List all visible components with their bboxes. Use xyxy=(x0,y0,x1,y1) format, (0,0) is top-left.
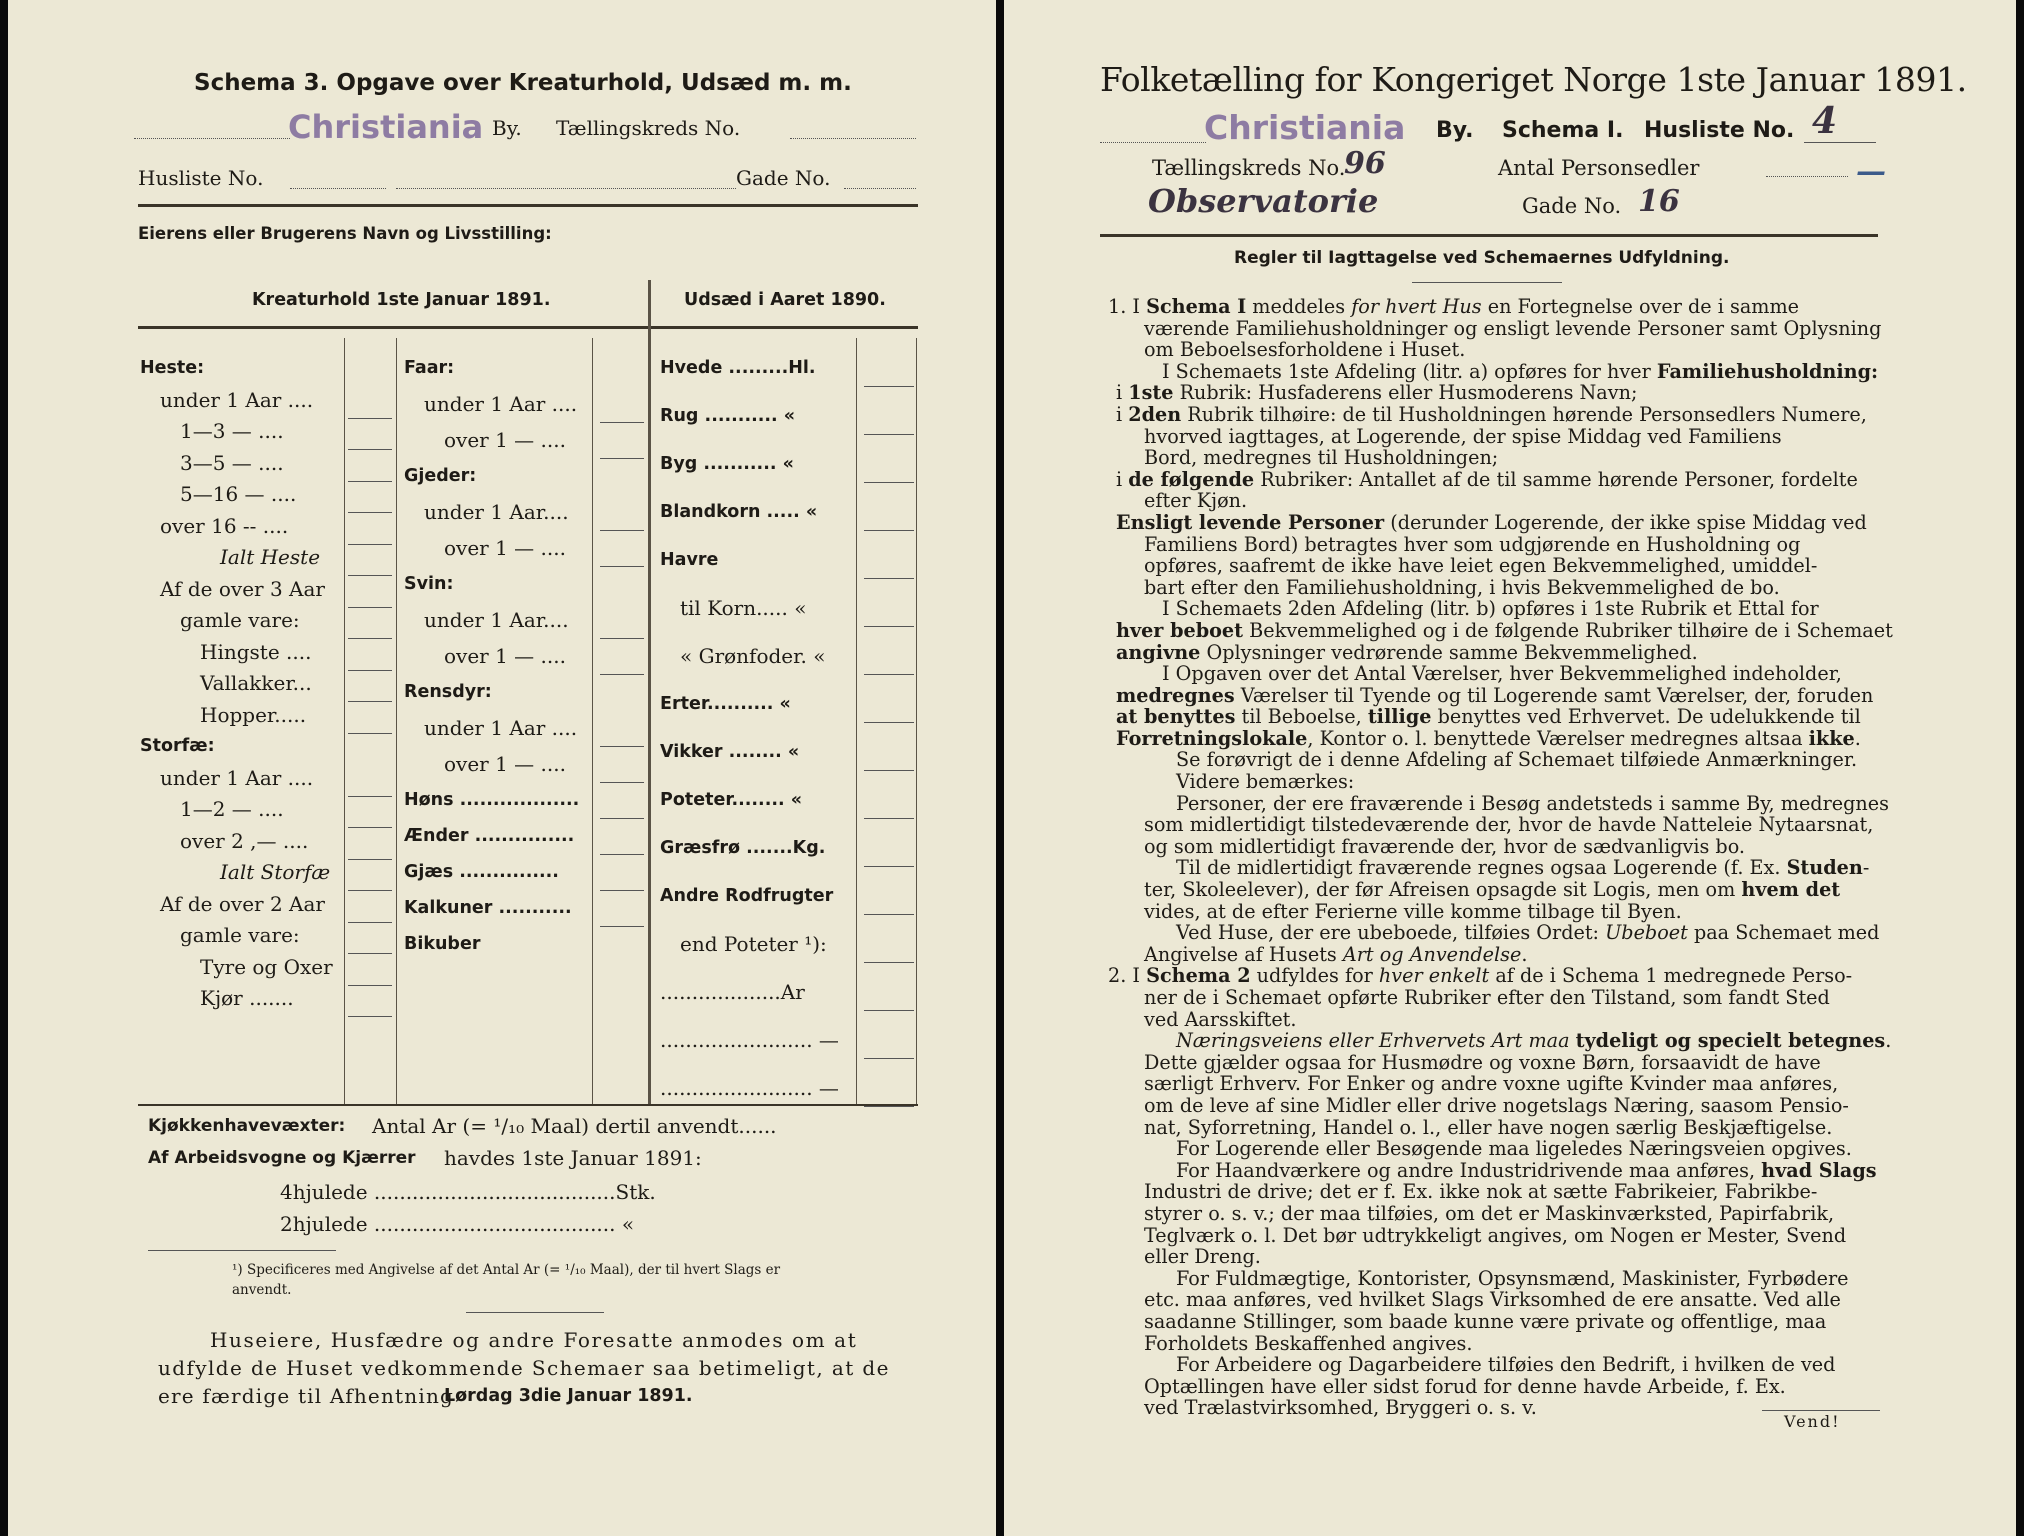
footnote: ¹) Specificeres med Angivelse af det Antal Ar (= ¹/₁₀ Maal), der til hvert Slags er xyxy=(232,1262,781,1278)
entry-line[interactable] xyxy=(864,1010,914,1011)
by-label: By. xyxy=(492,116,522,140)
c2-row-label: Rensdyr: xyxy=(404,682,492,702)
c2-row-label: under 1 Aar.... xyxy=(424,500,569,524)
rules-line: eller Dreng. xyxy=(1144,1245,1261,1269)
c2-row-label: Gjæs ............... xyxy=(404,862,559,882)
c3-row-label: ...................Ar xyxy=(660,980,805,1004)
rules-line: Optællingen have eller sidst forud for denne havde Arbeide, f. Ex. xyxy=(1144,1374,1786,1398)
rules-line: Ved Huse, der ere ubeboede, tilføies Ordet: Ubeboet paa Schemaet med xyxy=(1176,921,1880,945)
rules-line: I Schemaets 2den Afdeling (litr. b) opføres i 1ste Rubrik et Ettal for xyxy=(1162,597,1819,621)
rules-line: Personer, der ere fraværende i Besøg andetsteds i samme By, medregnes xyxy=(1176,791,1889,815)
c1-row-label: Kjør ....... xyxy=(200,986,294,1010)
rules-line: om de leve af sine Midler eller drive nogetslags Næring, saasom Pensio- xyxy=(1144,1093,1849,1117)
rules-line: Ensligt levende Personer (derunder Logerende, der ikke spise Middag ved xyxy=(1116,510,1867,534)
entry-line[interactable] xyxy=(864,1058,914,1059)
husliste-label: Husliste No. xyxy=(138,166,264,190)
entry-line[interactable] xyxy=(600,854,644,855)
husliste-value: 4 xyxy=(1812,100,1838,142)
entry-line[interactable] xyxy=(348,512,392,513)
c2-row-label: over 1 — .... xyxy=(444,644,566,668)
rules-line: I Schemaets 1ste Afdeling (litr. a) opføres for hver Familiehusholdning: xyxy=(1162,359,1879,383)
entry-line[interactable] xyxy=(348,1016,392,1017)
rules-line: For Logerende eller Besøgende maa ligeledes Næringsveien opgives. xyxy=(1176,1137,1852,1161)
arbeid-label: Af Arbeidsvogne og Kjærrer xyxy=(148,1148,416,1168)
entry-line[interactable] xyxy=(348,733,392,734)
udsaed-heading: Udsæd i Aaret 1890. xyxy=(684,290,886,310)
c2-row-label: Gjeder: xyxy=(404,466,477,486)
c3-row-label: Andre Rodfrugter xyxy=(660,886,834,906)
entry-line[interactable] xyxy=(600,566,644,567)
c1-row-label: Ialt Storfæ xyxy=(220,860,331,884)
entry-line[interactable] xyxy=(348,953,392,954)
kreds-value: 96 xyxy=(1344,146,1386,181)
entry-line[interactable] xyxy=(864,818,914,819)
entry-line[interactable] xyxy=(600,458,644,459)
entry-line[interactable] xyxy=(864,1106,914,1107)
rules-line: værende Familiehusholdninger og ensligt levende Personer samt Oplysning xyxy=(1144,316,1882,340)
c1-row-label: under 1 Aar .... xyxy=(160,765,314,790)
right-page xyxy=(1004,0,2016,1536)
kjokken-text: Antal Ar (= ¹/₁₀ Maal) dertil anvendt...... xyxy=(372,1114,777,1138)
c2-row-label: under 1 Aar.... xyxy=(424,608,569,632)
entry-line[interactable] xyxy=(348,670,392,671)
c3-row-label: Rug ........... « xyxy=(660,406,796,426)
gade-label: Gade No. xyxy=(1522,194,1622,218)
entry-line[interactable] xyxy=(600,746,644,747)
kreds-label: Tællingskreds No. xyxy=(556,116,741,140)
rules-line: i de følgende Rubriker: Antallet af de til samme hørende Personer, fordelte xyxy=(1116,467,1858,491)
census-title: Folketælling for Kongeriget Norge 1ste Januar 1891. xyxy=(1100,60,1967,99)
rules-line: Til de midlertidigt fraværende regnes ogsaa Logerende (f. Ex. Studen- xyxy=(1176,856,1870,880)
rules-line: i 2den Rubrik tilhøire: de til Husholdningen hørende Personsedlers Numere, xyxy=(1116,402,1867,426)
vend-label: Vend! xyxy=(1784,1412,1841,1431)
c2-row-label: under 1 Aar .... xyxy=(424,392,578,416)
rules-line: bart efter den Familiehusholdning, i hvis Bekvemmelighed de bo. xyxy=(1144,575,1780,599)
entry-line[interactable] xyxy=(864,722,914,723)
entry-line[interactable] xyxy=(348,607,392,608)
rules-line: ved Aarsskiftet. xyxy=(1144,1007,1297,1031)
entry-line[interactable] xyxy=(600,818,644,819)
c1-row-label: Af de over 2 Aar xyxy=(160,891,325,916)
rules-line: vides, at de efter Ferierne ville komme tilbage til Byen. xyxy=(1144,899,1682,923)
rules-line: I Opgaven over det Antal Værelser, hver Bekvemmelighed indeholder, xyxy=(1162,662,1842,686)
c1-row-label: Tyre og Oxer xyxy=(200,954,333,979)
entry-line[interactable] xyxy=(864,962,914,963)
husliste-label: Husliste No. xyxy=(1644,118,1795,143)
c2-row-label: Høns .................. xyxy=(404,790,580,810)
rules-line: Næringsveiens eller Erhvervets Art maa tydeligt og specielt betegnes. xyxy=(1176,1029,1892,1053)
entry-line[interactable] xyxy=(864,626,914,627)
notice-line-3b: Lørdag 3die Januar 1891. xyxy=(444,1386,693,1406)
entry-line[interactable] xyxy=(348,638,392,639)
entry-line[interactable] xyxy=(600,674,644,675)
rules-line: saadanne Stillinger, som baade kunne være private og offentlige, maa xyxy=(1144,1309,1827,1333)
c2-row-label: over 1 — .... xyxy=(444,428,566,452)
right-by-label: By. xyxy=(1436,118,1474,143)
entry-line[interactable] xyxy=(864,914,914,915)
entry-line[interactable] xyxy=(348,922,392,923)
entry-line[interactable] xyxy=(348,481,392,482)
c1-row-label: Hingste .... xyxy=(200,639,312,664)
c1-row-label: gamle vare: xyxy=(180,923,300,947)
arbeid-text: havdes 1ste Januar 1891: xyxy=(444,1146,702,1170)
rules-line: For Arbeidere og Dagarbeidere tilføies den Bedrift, i hvilken de ved xyxy=(1176,1353,1836,1377)
c3-row-label: Byg ........... « xyxy=(660,454,794,474)
c1-row-label: over 2 ,— .... xyxy=(180,828,309,853)
c3-row-label: Poteter........ « xyxy=(660,790,803,810)
c3-row-label: Havre xyxy=(660,550,719,570)
c2-row-label: Kalkuner ........... xyxy=(404,898,572,918)
rules-line: nat, Syforretning, Handel o. l., eller have nogen særlig Beskjæftigelse. xyxy=(1144,1115,1833,1139)
antal-label: Antal Personsedler xyxy=(1498,156,1700,180)
c3-row-label: til Korn..... « xyxy=(680,596,807,620)
entry-line[interactable] xyxy=(864,530,914,531)
rules-line: om Beboelsesforholdene i Huset. xyxy=(1144,338,1466,362)
rules-line: For Fuldmægtige, Kontorister, Opsynsmænd, Maskinister, Fyrbødere xyxy=(1176,1266,1849,1290)
c3-row-label: « Grønfoder. « xyxy=(680,644,826,668)
rules-line: Forretningslokale, Kontor o. l. benyttede Værelser medregnes altsaa ikke. xyxy=(1116,726,1861,750)
rules-line: ter, Skoleelever), der før Afreisen opsagde sit Logis, men om hvem det xyxy=(1144,878,1841,902)
rules-line: hvorved iagttages, at Logerende, der spise Middag ved Familiens xyxy=(1144,424,1782,448)
rules-heading: Regler til Iagttagelse ved Schemaernes Udfyldning. xyxy=(1234,248,1730,268)
c1-row-label: Heste: xyxy=(140,358,205,378)
entry-line[interactable] xyxy=(600,890,644,891)
c3-row-label: end Poteter ¹): xyxy=(680,932,827,956)
c3-row-label: ........................ — xyxy=(660,1028,839,1052)
rules-line: Familiens Bord) betragtes hver som udgjørende en Husholdning og xyxy=(1144,532,1801,556)
c2-row-label: Svin: xyxy=(404,574,454,594)
rules-line: i 1ste Rubrik: Husfaderens eller Husmoderens Navn; xyxy=(1116,381,1638,405)
c1-row-label: 3—5 — .... xyxy=(180,450,284,475)
rules-line: etc. maa anføres, ved hvilket Slags Virksomhed de ere ansatte. Ved alle xyxy=(1144,1288,1841,1312)
c1-row-label: 5—16 — .... xyxy=(180,482,297,506)
rules-line: medregnes Værelser til Tyende og til Logerende samt Værelser, der, foruden xyxy=(1116,683,1874,707)
entry-line[interactable] xyxy=(864,434,914,435)
rules-line: Teglværk o. l. Det bør udtrykkeligt angives, om Nogen er Mester, Svend xyxy=(1144,1223,1847,1247)
footnote-cont: anvendt. xyxy=(232,1282,292,1298)
entry-line[interactable] xyxy=(348,701,392,702)
entry-line[interactable] xyxy=(348,827,392,828)
entry-line[interactable] xyxy=(600,782,644,783)
rules-line: angivne Oplysninger vedrørende samme Bekvemmelighed. xyxy=(1116,640,1698,664)
rules-line: Dette gjælder ogsaa for Husmødre og voxne Børn, forsaavidt de have xyxy=(1144,1050,1821,1074)
c1-row-label: Ialt Heste xyxy=(220,545,321,569)
entry-line[interactable] xyxy=(864,482,914,483)
rules-line: Bord, medregnes til Husholdningen; xyxy=(1144,446,1499,470)
c1-row-label: gamle vare: xyxy=(180,608,300,632)
rules-line: ved Trælastvirksomhed, Bryggeri o. s. v. xyxy=(1144,1396,1537,1420)
entry-line[interactable] xyxy=(348,859,392,860)
c2-row-label: Ænder ............... xyxy=(404,826,575,846)
c2-row-label: over 1 — .... xyxy=(444,536,566,560)
entry-line[interactable] xyxy=(348,890,392,891)
c1-row-label: over 16 -- .... xyxy=(160,513,289,538)
rules-line: efter Kjøn. xyxy=(1144,489,1248,513)
c2-row-label: under 1 Aar .... xyxy=(424,716,578,740)
entry-line[interactable] xyxy=(600,638,644,639)
rules-line: Se forøvrigt de i denne Afdeling af Schemaet tilføiede Anmærkninger. xyxy=(1176,748,1858,772)
c2-row-label: Bikuber xyxy=(404,934,481,954)
c3-row-label: Vikker ........ « xyxy=(660,742,800,762)
entry-line[interactable] xyxy=(348,575,392,576)
kreaturhold-heading: Kreaturhold 1ste Januar 1891. xyxy=(252,290,551,310)
entry-line[interactable] xyxy=(864,578,914,579)
notice-line-1: Huseiere, Husfædre og andre Foresatte anmodes om at xyxy=(210,1328,858,1352)
notice-line-3a: ere færdige til Afhentning xyxy=(158,1384,455,1408)
rules-line: at benyttes til Beboelse, tillige benyttes ved Erhvervet. De udelukkende til xyxy=(1116,705,1861,729)
kjokken-label: Kjøkkenhavevæxter: xyxy=(148,1116,346,1136)
c1-row-label: Hopper..... xyxy=(200,702,307,727)
entry-line[interactable] xyxy=(348,544,392,545)
rules-line: styrer o. s. v.; der maa tilføies, om det er Maskinværksted, Papirfabrik, xyxy=(1144,1201,1835,1225)
rules-line: opføres, saafremt de ikke have leiet egen Bekvemmelighed, umiddel- xyxy=(1144,554,1818,578)
rules-line: ner de i Schemaet opførte Rubriker efter den Tilstand, som fandt Sted xyxy=(1144,986,1830,1009)
gade-value: 16 xyxy=(1638,184,1680,219)
c3-row-label: ........................ — xyxy=(660,1076,839,1100)
c2-row-label: Faar: xyxy=(404,358,455,378)
c2-row-label: over 1 — .... xyxy=(444,752,566,776)
entry-line[interactable] xyxy=(600,530,644,531)
entry-line[interactable] xyxy=(864,386,914,387)
entry-line[interactable] xyxy=(348,985,392,986)
rules-line: og som midlertidigt fraværende der, hvor de sædvanligvis bo. xyxy=(1144,834,1746,858)
rules-line: 2. I Schema 2 udfyldes for hver enkelt af de i Schema 1 medregnede Perso- xyxy=(1108,964,1853,988)
rules-line: som midlertidigt tilstedeværende der, hvor de havde Natteleie Nytaarsnat, xyxy=(1144,813,1874,837)
owner-label: Eierens eller Brugerens Navn og Livsstilling: xyxy=(138,224,552,243)
kreds-label: Tællingskreds No. xyxy=(1152,156,1346,180)
rules-line: Industri de drive; det er f. Ex. ikke nok at sætte Fabrikeier, Fabrikbe- xyxy=(1144,1180,1818,1204)
schema3-title: Schema 3. Opgave over Kreaturhold, Udsæd m. m. xyxy=(194,70,852,96)
entry-line[interactable] xyxy=(864,674,914,675)
rules-text xyxy=(1108,296,1898,1419)
gade-label: Gade No. xyxy=(736,166,831,190)
entry-line[interactable] xyxy=(864,770,914,771)
c1-row-label: Af de over 3 Aar xyxy=(160,576,325,601)
entry-line[interactable] xyxy=(600,422,644,423)
rules-line: 1. I Schema I meddeles for hvert Hus en Fortegnelse over de i samme xyxy=(1108,295,1800,318)
entry-line[interactable] xyxy=(348,796,392,797)
rules-line: hver beboet Bekvemmelighed og i de følgende Rubriker tilhøire de i Schemaet xyxy=(1116,618,1893,642)
rules-line: særligt Erhverv. For Enker og andre voxne ugifte Kvinder maa anføres, xyxy=(1144,1072,1839,1096)
antal-value: — xyxy=(1856,154,1886,189)
entry-line[interactable] xyxy=(864,866,914,867)
notice-line-2: udfylde de Huset vedkommende Schemaer saa betimeligt, at de xyxy=(158,1356,890,1380)
c1-row-label: under 1 Aar .... xyxy=(160,387,314,412)
c3-row-label: Hvede .........Hl. xyxy=(660,358,816,378)
hjul2-row: 2hjulede ...................................... « xyxy=(280,1212,635,1236)
c1-row-label: 1—3 — .... xyxy=(180,419,284,443)
rules-line: For Haandværkere og andre Industridrivende maa anføres, hvad Slags xyxy=(1176,1158,1877,1182)
city-stamp: Christiania xyxy=(288,108,484,146)
street-value: Observatorie xyxy=(1148,182,1379,220)
entry-line[interactable] xyxy=(348,449,392,450)
c3-row-label: Blandkorn ..... « xyxy=(660,502,818,522)
rules-line: Angivelse af Husets Art og Anvendelse. xyxy=(1144,942,1528,966)
hjul4-row: 4hjulede ......................................Stk. xyxy=(280,1180,656,1204)
c1-row-label: Storfæ: xyxy=(140,736,215,756)
schema-i-label: Schema I. xyxy=(1502,118,1624,143)
rules-line: Videre bemærkes: xyxy=(1176,770,1355,794)
rules-line: Forholdets Beskaffenhed angives. xyxy=(1144,1331,1473,1355)
c3-row-label: Erter.......... « xyxy=(660,694,791,714)
c3-row-label: Græsfrø .......Kg. xyxy=(660,838,826,858)
left-page xyxy=(8,0,996,1536)
c1-row-label: 1—2 — .... xyxy=(180,797,284,821)
entry-line[interactable] xyxy=(600,926,644,927)
c1-row-label: Vallakker... xyxy=(200,671,312,695)
entry-line[interactable] xyxy=(348,418,392,419)
right-city-stamp: Christiania xyxy=(1204,108,1406,147)
